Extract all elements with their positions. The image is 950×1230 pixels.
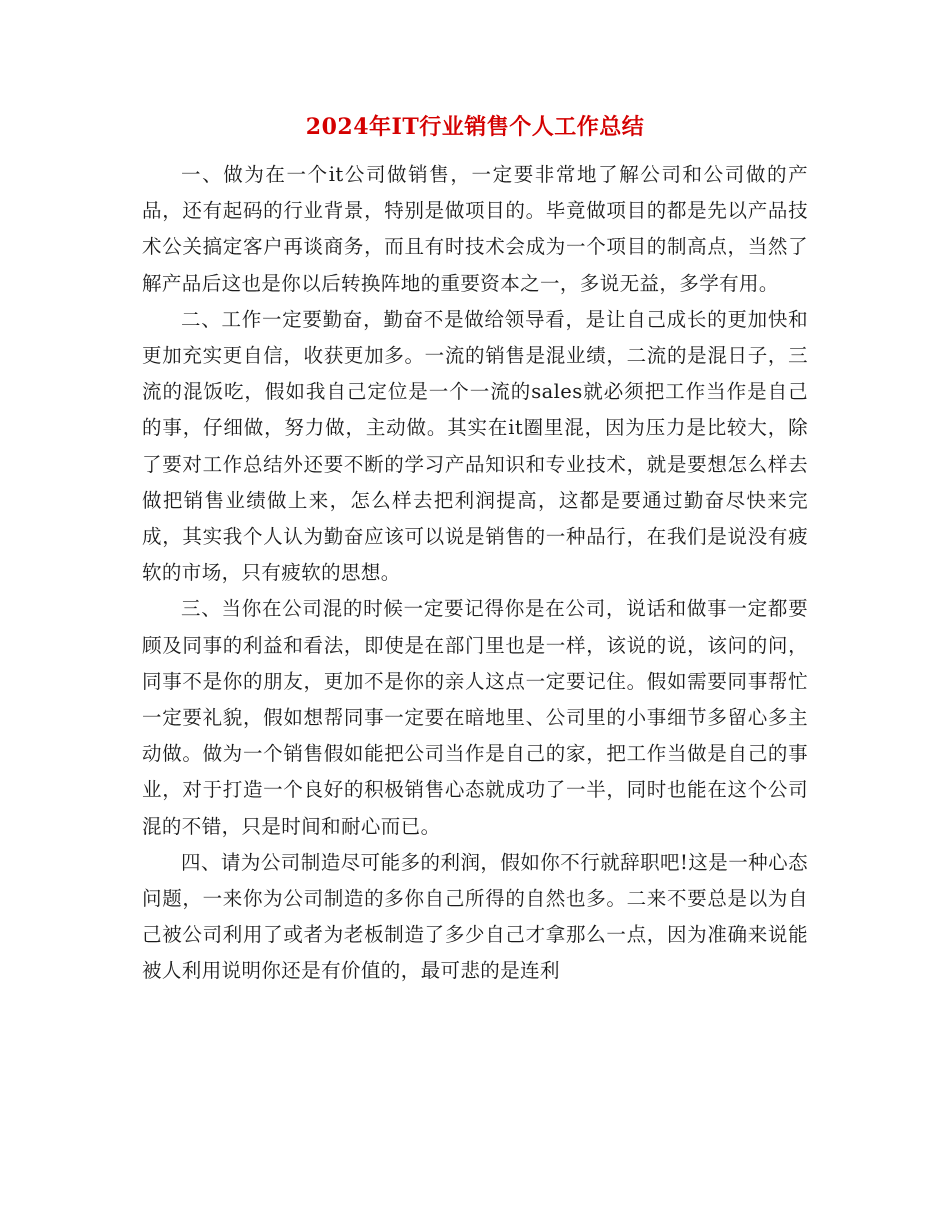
paragraph-3: 三、当你在公司混的时候一定要记得你是在公司，说话和做事一定都要顾及同事的利益和看法，即使是在部门里也是一样，该说的说，该问的问，同事不是你的朋友，更加不是你的亲人这点一定要记住。假如需要同事帮忙一定要礼貌，假如想帮同事一定要在暗地里、公司里的小事细节多留心多主动做。做为一个销售假如能把公司当作是自己的家，把工作当做是自己的事业，对于打造一个良好的积极销售心态就成功了一半，同时也能在这个公司混的不错，只是时间和耐心而已。 bbox=[142, 597, 808, 838]
paragraph-1: 一、做为在一个it公司做销售，一定要非常地了解公司和公司做的产品，还有起码的行业背景，特别是做项目的。毕竟做项目的都是先以产品技术公关搞定客户再谈商务，而且有时技术会成为一个项目的制高点，当然了解产品后这也是你以后转换阵地的重要资本之一，多说无益，多学有用。 bbox=[142, 163, 808, 295]
document-body bbox=[142, 157, 808, 990]
document-title: 2024年IT行业销售个人工作总结 bbox=[305, 114, 645, 140]
paragraph-4: 四、请为公司制造尽可能多的利润，假如你不行就辞职吧!这是一种心态问题，一来你为公司制造的多你自己所得的自然也多。二来不要总是以为自己被公司利用了或者为老板制造了多少自己才拿那么一点，因为准确来说能被人利用说明你还是有价值的，最可悲的是连利 bbox=[142, 850, 808, 983]
paragraph-2: 二、工作一定要勤奋，勤奋不是做给领导看，是让自己成长的更加快和更加充实更自信，收获更加多。一流的销售是混业绩，二流的是混日子，三流的混饭吃，假如我自己定位是一个一流的sales就必须把工作当作是自己的事，仔细做，努力做，主动做。其实在it圈里混，因为压力是比较大，除了要对工作总结外还要不断的学习产品知识和专业技术，就是要想怎么样去做把销售业绩做上来，怎么样去把利润提高，这都是要通过勤奋尽快来完成，其实我个人认为勤奋应该可以说是销售的一种品行，在我们是说没有疲软的市场，只有疲软的思想。 bbox=[142, 307, 808, 585]
